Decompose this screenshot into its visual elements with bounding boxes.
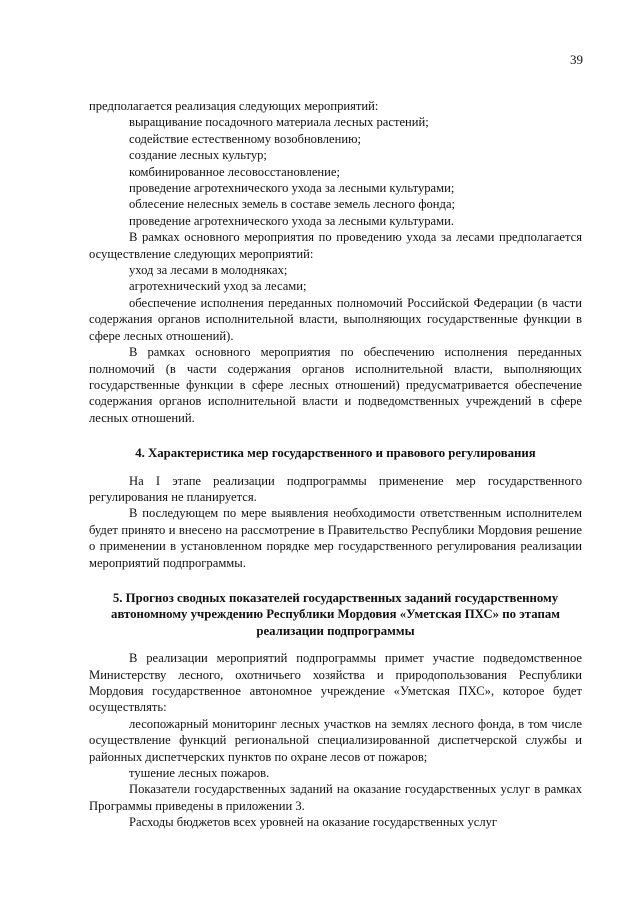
forest-care-paragraph: В рамках основного мероприятия по проведению ухода за лесами предполагается осуществление следующих мероприятий:: [89, 230, 582, 261]
section-5-heading: 5. Прогноз сводных показателей государственных заданий государственному автономному учреждению Республики Мордовия «Уметская ПХС» по этапам реализации подпрограммы: [111, 590, 560, 638]
section-5-paragraph: лесопожарный мониторинг лесных участков на землях лесного фонда, в том числе осуществление функций региональной специализированной диспетчерской службы и районных диспетчерских пунктов по охране лесов от пожаров;: [89, 716, 582, 764]
powers-paragraph: В рамках основного мероприятия по обеспечению исполнения переданных полномочий (в части содержания органов исполнительной власти, выполняющих государственные функции в сфере лесных отношений) предусматривается обеспечение содержания органов исполнительной власти и подведомственных учреждений в сфере лесных отношений.: [89, 345, 582, 425]
document-body: [89, 98, 582, 831]
forest-care-item: уход за лесами в молодняках;: [129, 263, 288, 278]
section-4-paragraph: На I этапе реализации подпрограммы применение мер государственного регулирования не планируется.: [89, 473, 582, 504]
intro-lead: предполагается реализация следующих мероприятий:: [89, 99, 379, 113]
intro-item: проведение агротехнического ухода за лесными культурами.: [129, 213, 454, 228]
forest-care-item: обеспечение исполнения переданных полномочий Российской Федерации (в части содержания органов исполнительной власти, выполняющих государственные функции в сфере лесных отношений).: [89, 295, 582, 343]
intro-item: облесение нелесных земель в составе земель лесного фонда;: [129, 197, 456, 212]
intro-item: содействие естественному возобновлению;: [129, 131, 362, 146]
intro-item: комбинированное лесовосстановление;: [129, 164, 340, 179]
section-5-paragraph: Расходы бюджетов всех уровней на оказание государственных услуг: [129, 815, 498, 830]
forest-care-item: агротехнический уход за лесами;: [129, 279, 307, 294]
intro-item: создание лесных культур;: [129, 148, 267, 163]
page-number: 39: [570, 52, 583, 67]
intro-item: проведение агротехнического ухода за лесными культурами;: [129, 181, 455, 196]
section-5-paragraph: В реализации мероприятий подпрограммы примет участие подведомственное Министерству лесного, охотничьего хозяйства и природопользования Республики Мордовия государственное автономное учреждение «Уметская ПХС», которое будет осуществлять:: [89, 651, 582, 715]
section-5-paragraph: Показатели государственных заданий на оказание государственных услуг в рамках Программы приведены в приложении 3.: [89, 782, 582, 813]
section-4-heading: 4. Характеристика мер государственного и правового регулирования: [135, 446, 536, 461]
section-4-paragraph: В последующем по мере выявления необходимости ответственным исполнителем будет принято и внесено на рассмотрение в Правительство Республики Мордовия решение о применении в установленном порядке мер государственного регулирования реализации мероприятий подпрограммы.: [89, 506, 582, 570]
intro-item: выращивание посадочного материала лесных растений;: [129, 115, 429, 130]
section-5-paragraph: тушение лесных пожаров.: [129, 766, 270, 781]
